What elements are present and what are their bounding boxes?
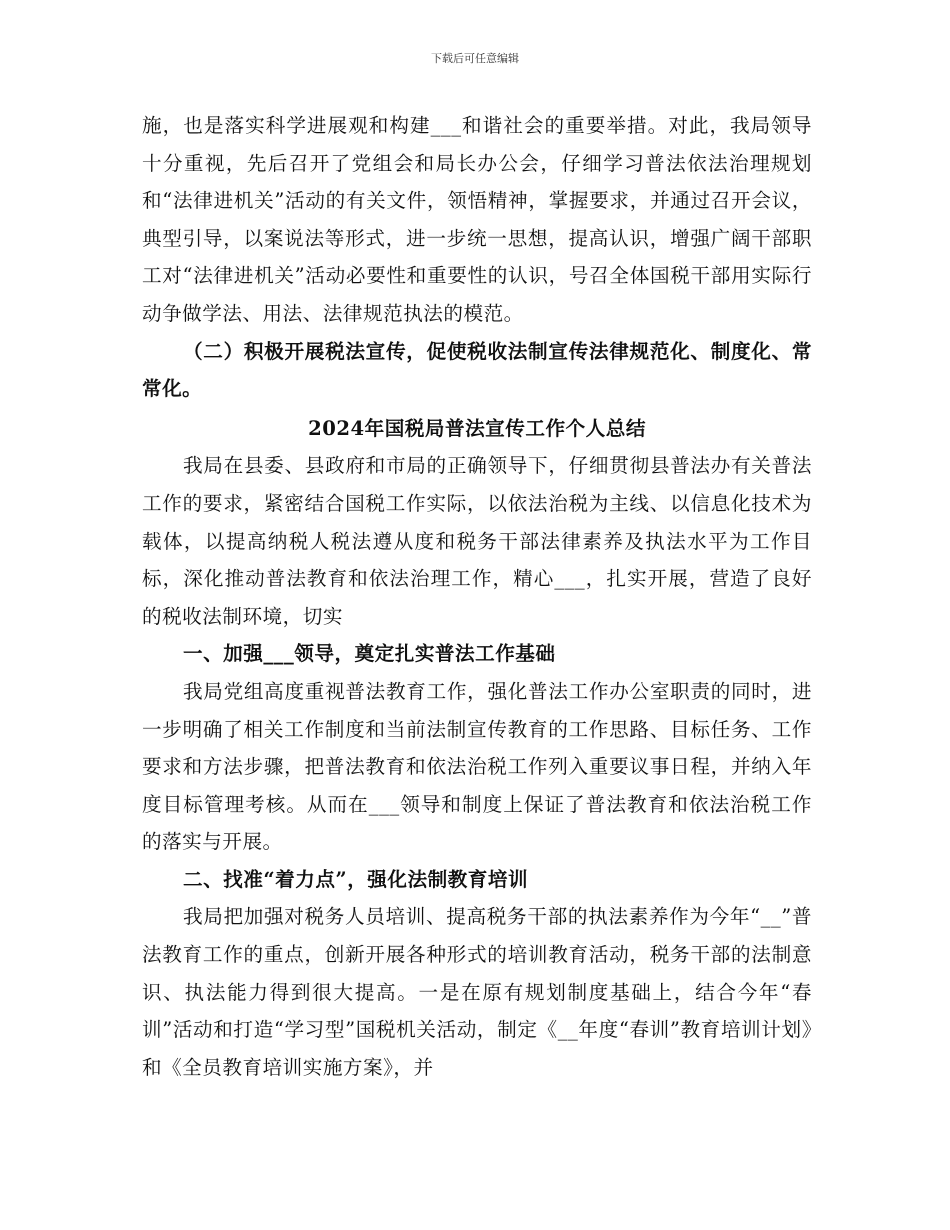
paragraph-intro: 我局在县委、县政府和市局的正确领导下，仔细贯彻县普法办有关普法工作的要求，紧密结合国税工作实际，以依法治税为主线、以信息化技术为载体，以提高纳税人税法遵从度和税务干部法律素养及执法水平为工作目标，深化推动普法教育和依法治理工作，精心___，扎实开展，营造了良好的税收法制环境，切实 bbox=[142, 454, 812, 628]
document-title: 2024年国税局普法宣传工作个人总结 bbox=[308, 416, 646, 440]
section-heading-leadership: 一、加强___领导，奠定扎实普法工作基础 bbox=[183, 642, 556, 666]
paragraph-continuation: 施，也是落实科学进展观和构建___和谐社会的重要举措。对此，我局领导十分重视，先后召开了党组会和局长办公会，仔细学习普法依法治理规划和“法律进机关”活动的有关文件，领悟精神，掌握要求，并通过召开会议，典型引导，以案说法等形式，进一步统一思想，提高认识，增强广阔干部职工对“法律进机关”活动必要性和重要性的认识，号召全体国税干部用实际行动争做学法、用法、法律规范执法的模范。 bbox=[142, 114, 812, 325]
paragraph-leadership: 我局党组高度重视普法教育工作，强化普法工作办公室职责的同时，进一步明确了相关工作制度和当前法制宣传教育的工作思路、目标任务、工作要求和方法步骤，把普法教育和依法治税工作列入重要议事日程，并纳入年度目标管理考核。从而在___领导和制度上保证了普法教育和依法治税工作的落实与开展。 bbox=[142, 679, 812, 854]
document-body bbox=[142, 107, 812, 1086]
section-heading-training: 二、找准“着力点”，强化法制教育培训 bbox=[183, 867, 529, 891]
paragraph-training: 我局把加强对税务人员培训、提高税务干部的执法素养作为今年“__”普法教育工作的重点，创新开展各种形式的培训教育活动，税务干部的法制意识、执法能力得到很大提高。一是在原有规划制度基础上，结合今年“春训”活动和打造“学习型”国税机关活动，制定《__年度“春训”教育培训计划》和《全员教育培训实施方案》，并 bbox=[142, 905, 812, 1079]
page-header-note: 下载后可任意编辑 bbox=[431, 52, 519, 65]
section-heading-tax-publicity: （二）积极开展税法宣传，促使税收法制宣传法律规范化、制度化、常常化。 bbox=[142, 339, 812, 401]
